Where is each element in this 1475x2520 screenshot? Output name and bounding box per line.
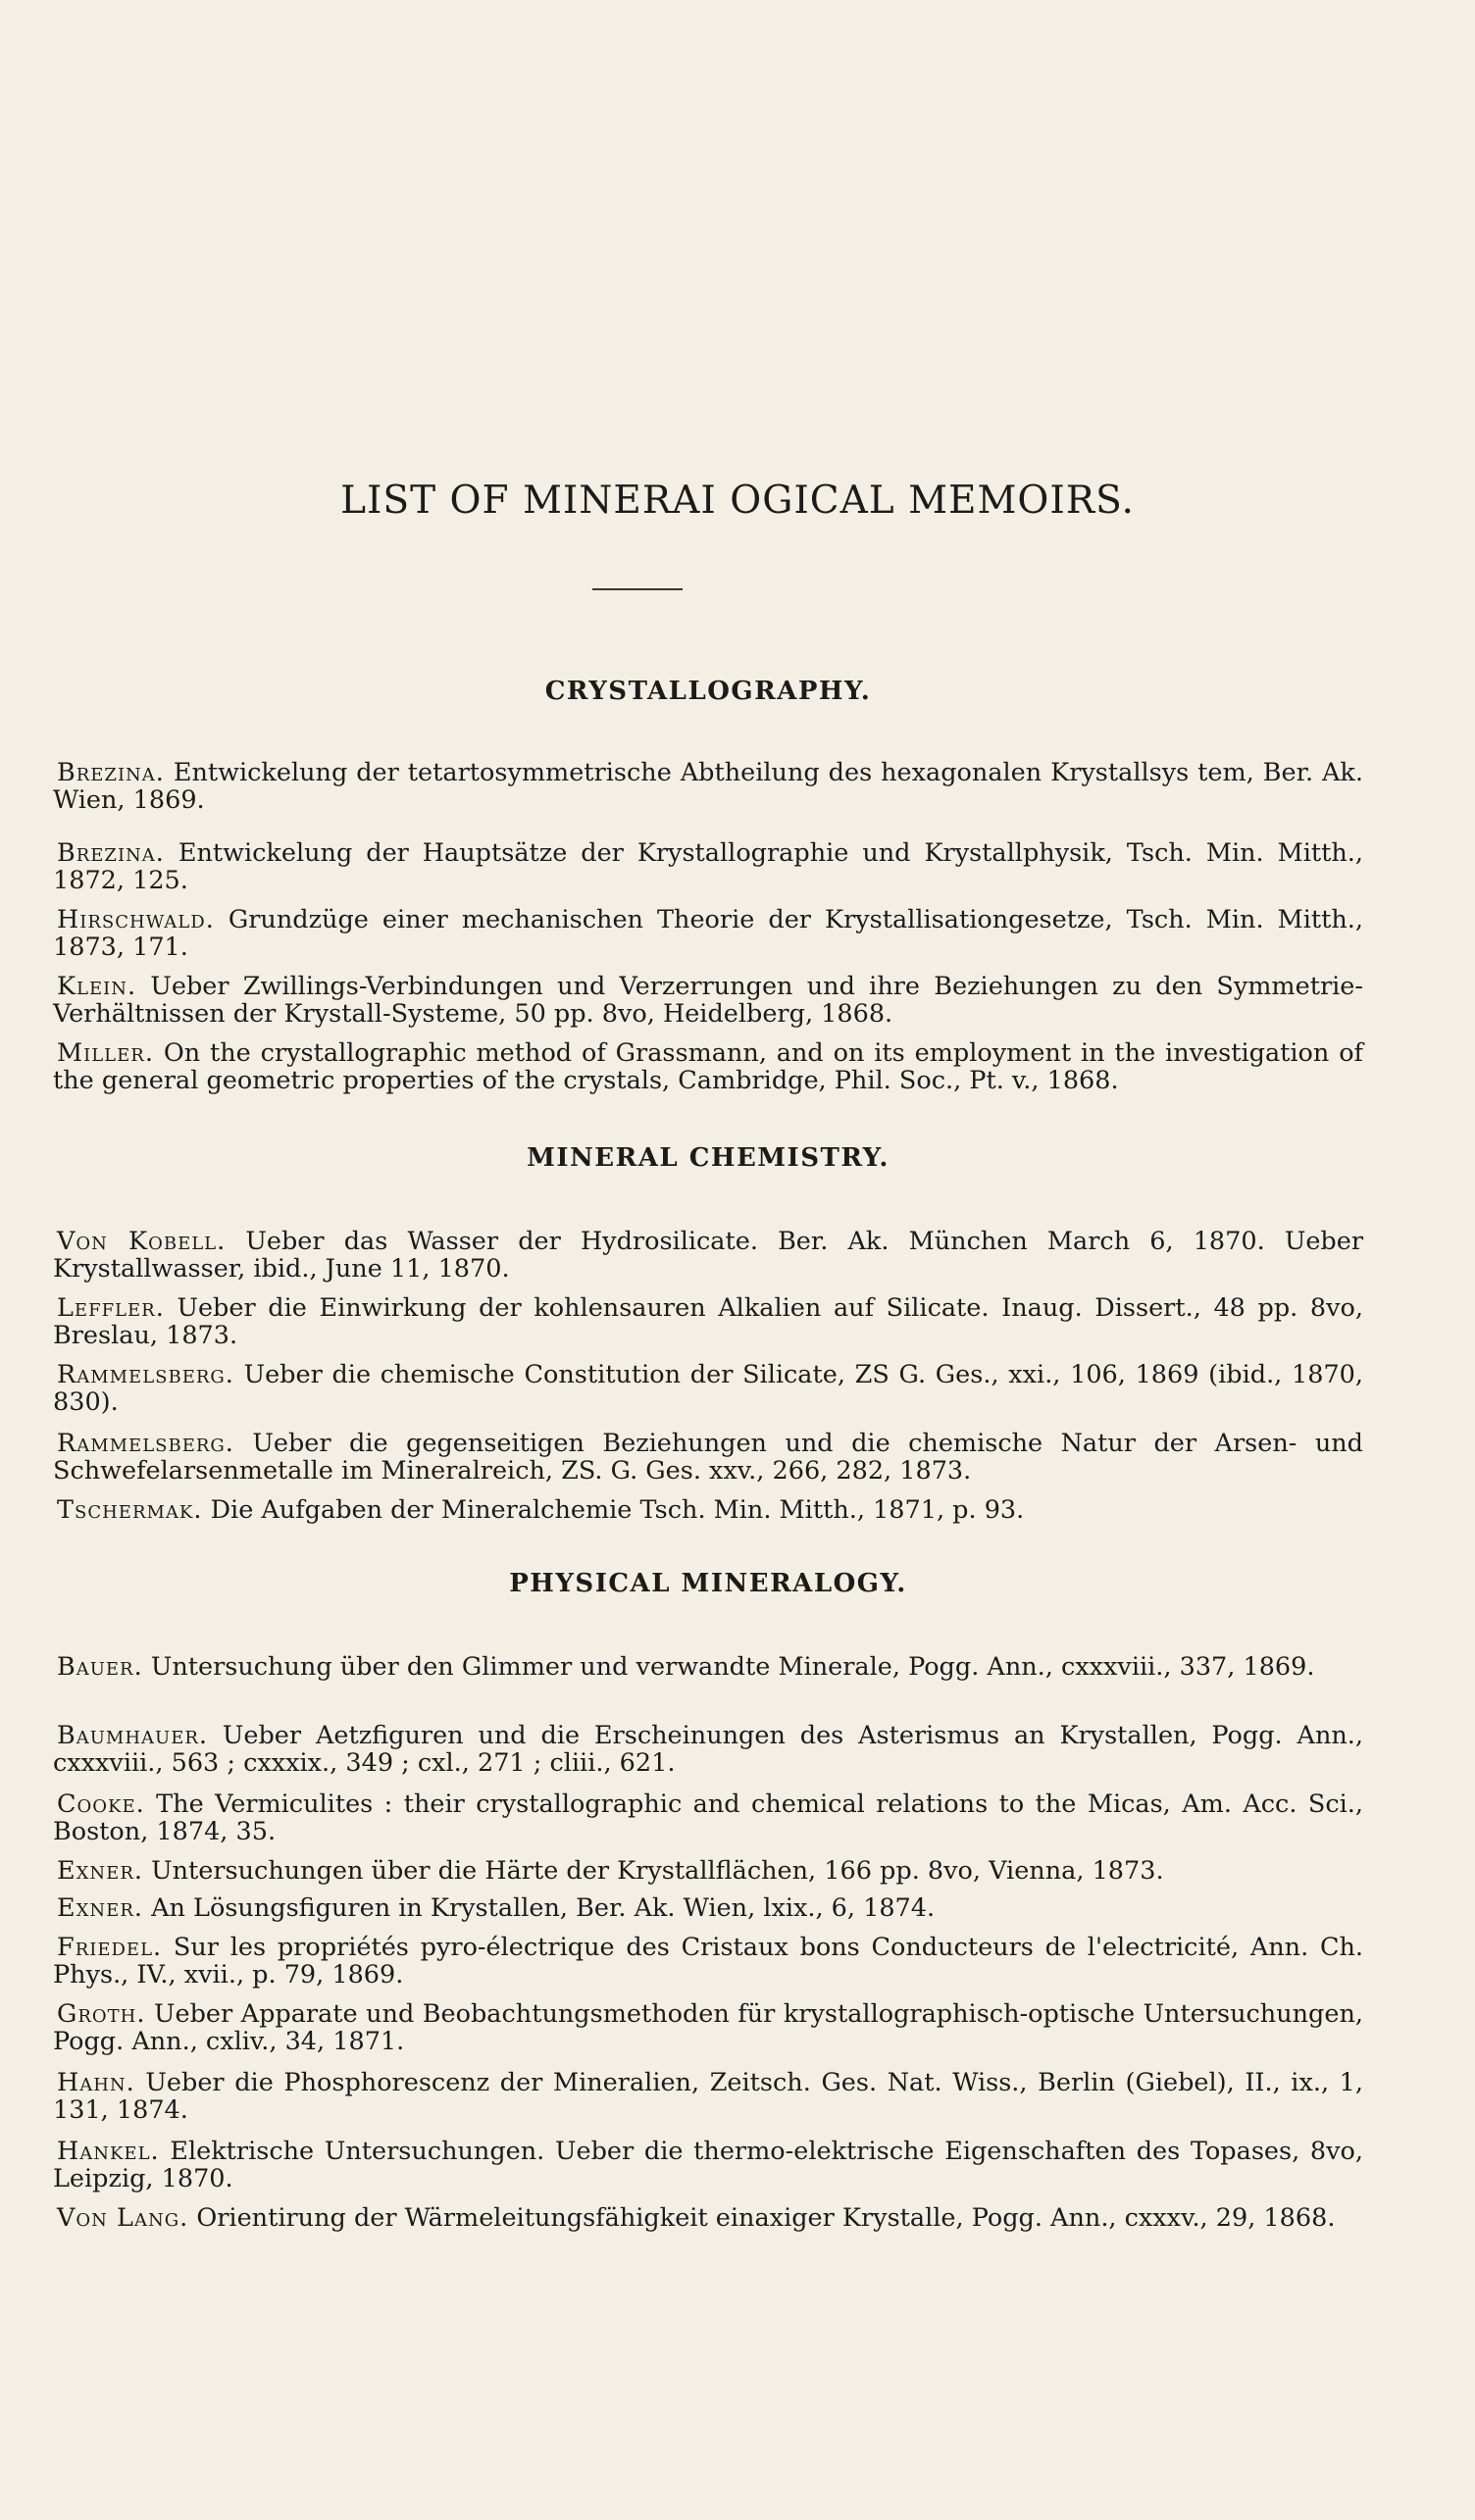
entry-crystallography-3 <box>53 906 1363 961</box>
entry-crystallography-2 <box>53 839 1363 894</box>
entry-mineral-chemistry-1 <box>53 1228 1363 1283</box>
entry-text: Ueber die Phosphorescenz der Mineralien, Zeitsch. Ges. Nat. Wiss., Berlin (Giebel), II., ix., 1, 131, 1874. <box>53 2067 1363 2125</box>
entry-physical-mineralogy-4 <box>53 1857 1363 1885</box>
entry-author: Bauer. <box>57 1651 143 1682</box>
entry-author: Brezina. <box>57 757 165 787</box>
entry-author: Exner. <box>57 1892 143 1923</box>
entry-physical-mineralogy-3 <box>53 1790 1363 1845</box>
title-divider <box>592 588 683 590</box>
entry-crystallography-5 <box>53 1039 1363 1094</box>
entry-author: Hirschwald. <box>57 904 215 934</box>
entry-author: Klein. <box>57 971 137 1001</box>
entry-text: Entwickelung der Hauptsätze der Krystallographie und Krystallphysik, Tsch. Min. Mitth., 1872, 125. <box>53 837 1364 895</box>
entry-mineral-chemistry-5 <box>53 1496 1363 1524</box>
entry-text: Sur les propriétés pyro-électrique des Cristaux bons Conducteurs de l'electricité, Ann. Ch. Phys., IV., xvii., p. 79, 1869. <box>53 1932 1363 1990</box>
entry-physical-mineralogy-2 <box>53 1722 1363 1777</box>
entry-author: Von Kobell. <box>57 1226 227 1256</box>
entry-author: Rammelsberg. <box>57 1359 234 1389</box>
entry-author: Von Lang. <box>57 2202 189 2233</box>
section-heading-crystallography: CRYSTALLOGRAPHY. <box>544 677 872 706</box>
entry-text: Die Aufgaben der Mineralchemie Tsch. Min. Mitth., 1871, p. 93. <box>210 1494 1025 1525</box>
entry-text: Ueber die chemische Constitution der Silicate, ZS G. Ges., xxi., 106, 1869 (ibid., 1870, 830). <box>53 1359 1363 1417</box>
entry-text: Ueber Zwillings-Verbindungen und Verzerrungen und ihre Beziehungen zu den Symmetrie-Verhältnissen der Krystall-Systeme, 50 pp. 8vo, Heidelberg, 1868. <box>53 971 1363 1029</box>
entry-physical-mineralogy-9 <box>53 2138 1363 2192</box>
entry-physical-mineralogy-1 <box>53 1653 1363 1681</box>
entry-author: Hahn. <box>57 2067 135 2097</box>
entry-author: Exner. <box>57 1855 143 1886</box>
entry-crystallography-4 <box>53 973 1363 1028</box>
entry-author: Hankel. <box>57 2136 160 2166</box>
entry-crystallography-1 <box>53 759 1363 814</box>
entry-author: Friedel. <box>57 1932 163 1962</box>
entry-mineral-chemistry-3 <box>53 1361 1363 1416</box>
entry-physical-mineralogy-5 <box>53 1894 1363 1922</box>
section-heading-physical-mineralogy: PHYSICAL MINERALOGY. <box>509 1569 907 1598</box>
entry-author: Cooke. <box>57 1789 145 1819</box>
entry-author: Brezina. <box>57 837 165 868</box>
page-title: LIST OF MINERAI OGICAL MEMOIRS. <box>340 479 1135 524</box>
entry-text: Ueber das Wasser der Hydrosilicate. Ber. Ak. München March 6, 1870. Ueber Krystallwasser, ibid., June 11, 1870. <box>53 1226 1364 1284</box>
entry-author: Rammelsberg. <box>57 1428 234 1458</box>
entry-text: Grundzüge einer mechanischen Theorie der Krystallisationgesetze, Tsch. Min. Mitth., 1873, 171. <box>53 904 1363 962</box>
entry-physical-mineralogy-6 <box>53 1934 1363 1989</box>
entry-author: Tschermak. <box>57 1494 203 1525</box>
section-heading-mineral-chemistry: MINERAL CHEMISTRY. <box>527 1143 890 1173</box>
entry-physical-mineralogy-10 <box>53 2204 1363 2232</box>
entry-author: Leffler. <box>57 1292 165 1323</box>
entry-text: Ueber die gegenseitigen Beziehungen und die chemische Natur der Arsen- und Schwefelarsenmetalle im Mineralreich, ZS. G. Ges. xxv., 266, 282, 1873. <box>53 1428 1364 1486</box>
entry-text: On the crystallographic method of Grassmann, and on its employment in the investigation of the general geometric properties of the crystals, Cambridge, Phil. Soc., Pt. v., 1868. <box>53 1037 1363 1095</box>
entry-physical-mineralogy-7 <box>53 2000 1363 2055</box>
entry-text: Entwickelung der tetartosymmetrische Abtheilung des hexagonalen Krystallsys tem, Ber. Ak. Wien, 1869. <box>53 757 1363 815</box>
entry-author: Miller. <box>57 1037 154 1068</box>
entry-mineral-chemistry-4 <box>53 1430 1363 1485</box>
entry-text: Elektrische Untersuchungen. Ueber die thermo-elektrische Eigenschaften des Topases, 8vo, Leipzig, 1870. <box>53 2136 1363 2193</box>
entry-text: Untersuchung über den Glimmer und verwandte Minerale, Pogg. Ann., cxxxviii., 337, 1869. <box>150 1651 1315 1682</box>
entry-text: An Lösungsfiguren in Krystallen, Ber. Ak. Wien, lxix., 6, 1874. <box>151 1892 936 1923</box>
entry-author: Groth. <box>57 1998 146 2029</box>
entry-mineral-chemistry-2 <box>53 1294 1363 1349</box>
entry-physical-mineralogy-8 <box>53 2069 1363 2124</box>
entry-text: Orientirung der Wärmeleitungsfähigkeit einaxiger Krystalle, Pogg. Ann., cxxxv., 29, 1868. <box>196 2202 1336 2233</box>
entry-author: Baumhauer. <box>57 1720 209 1750</box>
entry-text: Ueber Aetzfiguren und die Erscheinungen des Asterismus an Krystallen, Pogg. Ann., cxxxviii., 563 ; cxxxix., 349 ; cxl., 271 ; cliii., 621. <box>53 1720 1363 1778</box>
entry-text: The Vermiculites : their crystallographic and chemical relations to the Micas, Am. Acc. Sci., Boston, 1874, 35. <box>53 1789 1363 1846</box>
entry-text: Untersuchungen über die Härte der Krystallflächen, 166 pp. 8vo, Vienna, 1873. <box>151 1855 1164 1886</box>
entry-text: Ueber Apparate und Beobachtungsmethoden für krystallographisch-optische Untersuchungen, Pogg. Ann., cxliv., 34, 1871. <box>53 1998 1363 2056</box>
entry-text: Ueber die Einwirkung der kohlensauren Alkalien auf Silicate. Inaug. Dissert., 48 pp. 8vo, Breslau, 1873. <box>53 1292 1363 1350</box>
